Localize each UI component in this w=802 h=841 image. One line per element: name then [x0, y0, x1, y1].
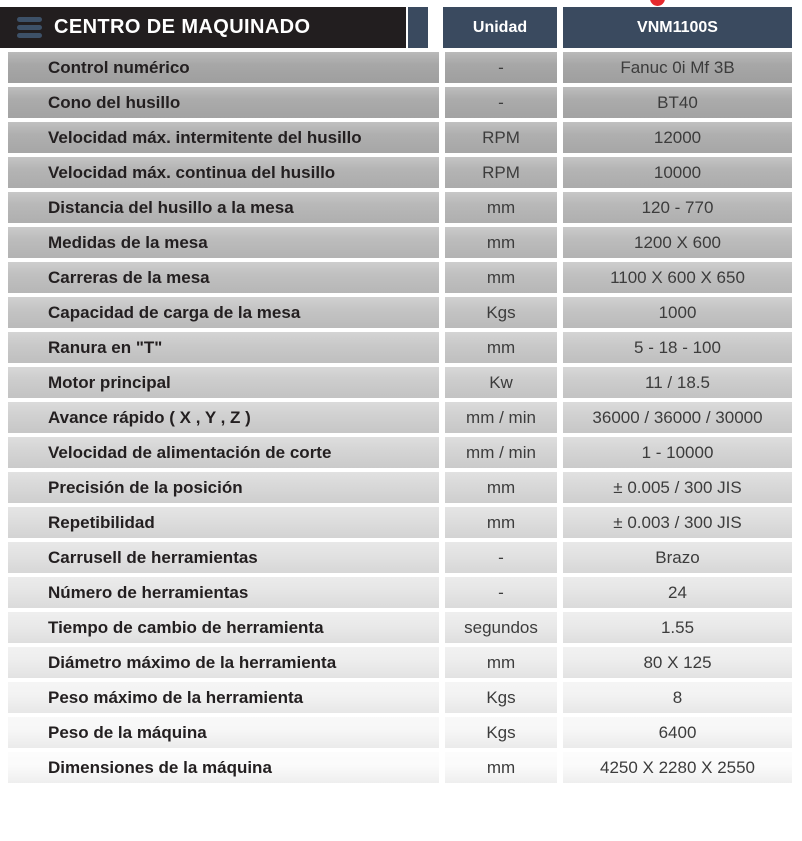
spec-unit: mm	[445, 192, 557, 223]
spec-value: 1.55	[563, 612, 792, 643]
table-row	[0, 262, 792, 293]
table-title: CENTRO DE MAQUINADO	[54, 16, 311, 38]
spec-value: 36000 / 36000 / 30000	[563, 402, 792, 433]
spec-label: Velocidad de alimentación de corte	[8, 437, 439, 468]
spec-label: Capacidad de carga de la mesa	[8, 297, 439, 328]
spec-label: Peso máximo de la herramienta	[8, 682, 439, 713]
table-header	[0, 7, 792, 48]
table-row	[0, 542, 792, 573]
spec-label: Ranura en "T"	[8, 332, 439, 363]
spec-value: Brazo	[563, 542, 792, 573]
spec-value: ± 0.005 / 300 JIS	[563, 472, 792, 503]
spec-value: ± 0.003 / 300 JIS	[563, 507, 792, 538]
table-row	[0, 577, 792, 608]
spec-label: Velocidad máx. intermitente del husillo	[8, 122, 439, 153]
table-row	[0, 402, 792, 433]
spec-label: Número de herramientas	[8, 577, 439, 608]
spec-value: Fanuc 0i Mf 3B	[563, 52, 792, 83]
table-row	[0, 612, 792, 643]
spec-label: Tiempo de cambio de herramienta	[8, 612, 439, 643]
spec-unit: segundos	[445, 612, 557, 643]
spec-value: 120 - 770	[563, 192, 792, 223]
table-row	[0, 192, 792, 223]
spec-label: Repetibilidad	[8, 507, 439, 538]
spec-unit: mm / min	[445, 402, 557, 433]
spec-label: Peso de la máquina	[8, 717, 439, 748]
spec-label: Motor principal	[8, 367, 439, 398]
spec-unit: mm	[445, 332, 557, 363]
spec-value: 4250 X 2280 X 2550	[563, 752, 792, 783]
spec-value: 6400	[563, 717, 792, 748]
spec-unit: RPM	[445, 157, 557, 188]
spec-unit: Kgs	[445, 682, 557, 713]
table-row	[0, 647, 792, 678]
spec-value: 1100 X 600 X 650	[563, 262, 792, 293]
spec-label: Control numérico	[8, 52, 439, 83]
table-title-cell	[0, 7, 406, 48]
spec-unit: RPM	[445, 122, 557, 153]
spec-value: BT40	[563, 87, 792, 118]
spec-value: 8	[563, 682, 792, 713]
spec-rows	[0, 52, 792, 783]
spec-unit: Kw	[445, 367, 557, 398]
table-row	[0, 367, 792, 398]
header-gap	[428, 7, 443, 48]
spec-value: 5 - 18 - 100	[563, 332, 792, 363]
table-row	[0, 752, 792, 783]
table-row	[0, 87, 792, 118]
spec-unit: -	[445, 542, 557, 573]
spec-value: 80 X 125	[563, 647, 792, 678]
spec-unit: mm	[445, 472, 557, 503]
spec-unit: mm	[445, 227, 557, 258]
spec-value: 12000	[563, 122, 792, 153]
spec-unit: -	[445, 52, 557, 83]
header-accent-square	[408, 7, 428, 48]
spec-label: Diámetro máximo de la herramienta	[8, 647, 439, 678]
table-row	[0, 437, 792, 468]
red-dot-marker	[650, 0, 665, 6]
table-row	[0, 52, 792, 83]
table-row	[0, 157, 792, 188]
spec-unit: mm	[445, 507, 557, 538]
spec-unit: mm / min	[445, 437, 557, 468]
spec-label: Avance rápido ( X , Y , Z )	[8, 402, 439, 433]
spec-label: Velocidad máx. continua del husillo	[8, 157, 439, 188]
model-column-header: VNM1100S	[563, 7, 792, 48]
table-row	[0, 122, 792, 153]
spec-value: 1200 X 600	[563, 227, 792, 258]
spec-label: Distancia del husillo a la mesa	[8, 192, 439, 223]
spec-unit: -	[445, 87, 557, 118]
table-row	[0, 507, 792, 538]
spec-value: 10000	[563, 157, 792, 188]
spec-value: 1000	[563, 297, 792, 328]
spec-label: Cono del husillo	[8, 87, 439, 118]
spec-unit: -	[445, 577, 557, 608]
hamburger-menu-icon[interactable]	[17, 17, 42, 38]
spec-unit: mm	[445, 752, 557, 783]
table-row	[0, 472, 792, 503]
spec-value: 1 - 10000	[563, 437, 792, 468]
table-row	[0, 297, 792, 328]
table-row	[0, 227, 792, 258]
spec-label: Dimensiones de la máquina	[8, 752, 439, 783]
spec-value: 24	[563, 577, 792, 608]
table-row	[0, 682, 792, 713]
spec-label: Carrusell de herramientas	[8, 542, 439, 573]
spec-label: Carreras de la mesa	[8, 262, 439, 293]
spec-unit: Kgs	[445, 717, 557, 748]
spec-unit: mm	[445, 647, 557, 678]
unit-column-header: Unidad	[443, 7, 557, 48]
table-row	[0, 332, 792, 363]
spec-unit: mm	[445, 262, 557, 293]
spec-label: Medidas de la mesa	[8, 227, 439, 258]
spec-label: Precisión de la posición	[8, 472, 439, 503]
spec-value: 11 / 18.5	[563, 367, 792, 398]
machining-center-spec-table	[0, 7, 792, 787]
spec-unit: Kgs	[445, 297, 557, 328]
table-row	[0, 717, 792, 748]
